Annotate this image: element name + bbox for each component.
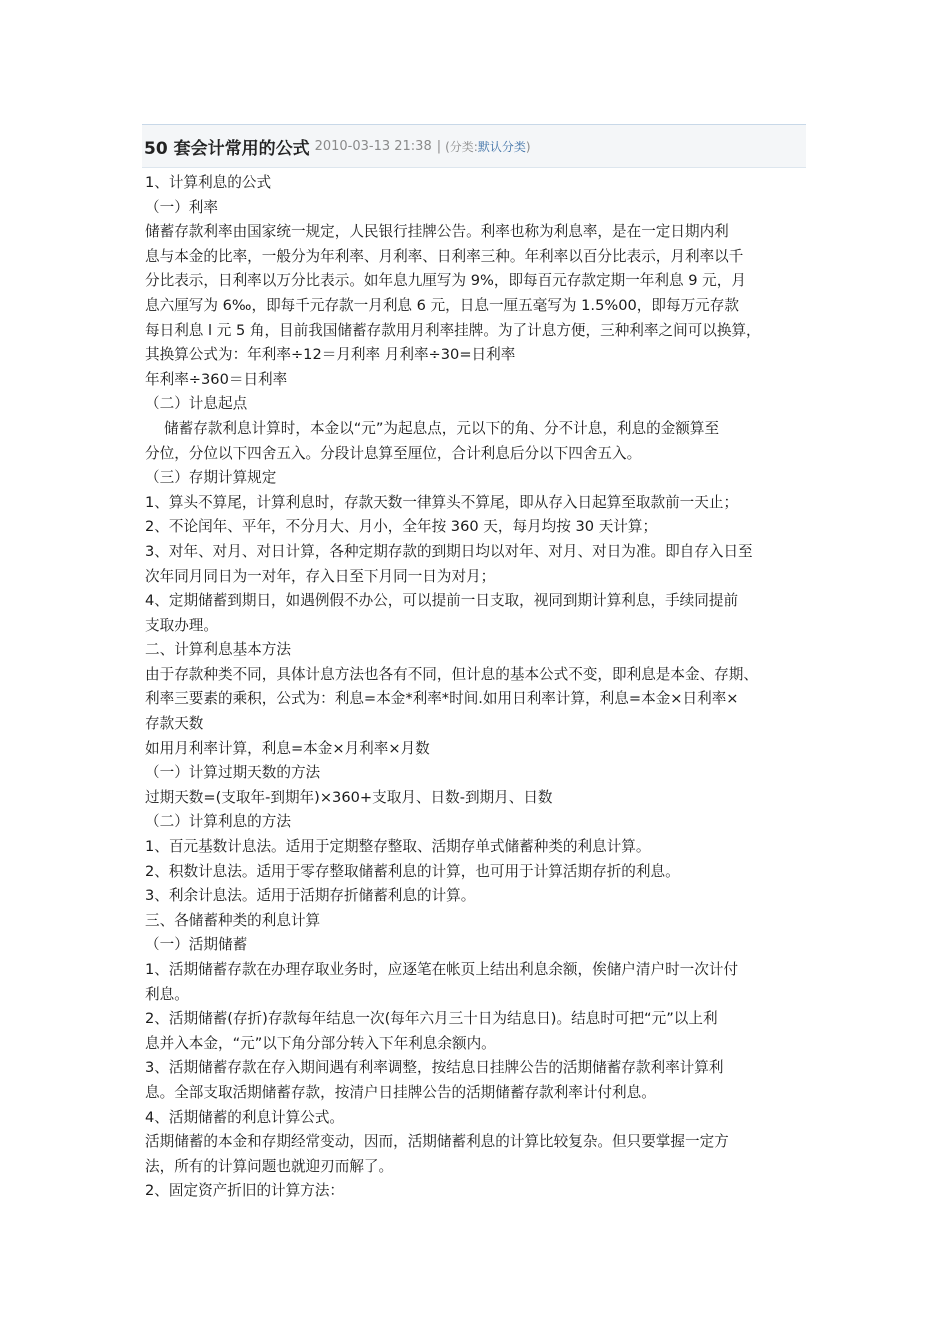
text-line: 息并入本金，“元”以下角分部分转入下年利息余额内。: [145, 1034, 496, 1052]
post-header: [142, 124, 806, 168]
category-link[interactable]: 默认分类: [477, 139, 526, 154]
header-separator: |: [436, 138, 442, 154]
text-line: 3、活期储蓄存款在存入期间遇有利率调整，按结息日挂牌公告的活期储蓄存款利率计算利: [145, 1059, 724, 1077]
text-line: 4、活期储蓄的利息计算公式。: [145, 1108, 345, 1126]
text-line: 1、活期储蓄存款在办理存取业务时，应逐笔在帐页上结出利息余额，俟储户清户时一次计付: [145, 961, 739, 978]
category-suffix: ): [525, 139, 531, 154]
text-line: （一）活期储蓄: [145, 936, 248, 954]
text-line: 年利率÷360＝日利率: [145, 370, 288, 388]
text-line: 3、对年、对月、对日计算，各种定期存款的到期日均以对年、对月、对日为准。即自存入日至: [145, 542, 753, 560]
text-line: 息。全部支取活期储蓄存款，按清户日挂牌公告的活期储蓄存款利率计付利息。: [145, 1083, 656, 1101]
text-line: 每日利息 l 元 5 角，目前我国储蓄存款用月利率挂牌。为了计息方便，三种利率之间可以换算，: [145, 321, 761, 339]
text-line: 2、固定资产折旧的计算方法：: [145, 1182, 345, 1200]
text-line: 三、各储蓄种类的利息计算: [145, 911, 321, 929]
text-line: （二）计息起点: [145, 395, 248, 413]
text-line: 法，所有的计算问题也就迎刃而解了。: [145, 1157, 394, 1175]
text-line: 活期储蓄的本金和存期经常变动，因而，活期储蓄利息的计算比较复杂。但只要掌握一定方: [145, 1133, 729, 1151]
text-line: 过期天数=(支取年-到期年)×360+支取月、日数-到期月、日数: [145, 788, 553, 806]
text-line: 1、算头不算尾，计算利息时，存款天数一律算头不算尾，即从存入日起算至取款前一天止；: [145, 493, 739, 511]
text-line: 息与本金的比率，一般分为年利率、月利率、日利率三种。年利率以百分比表示，月利率以千: [145, 247, 744, 265]
text-line: （一）利率: [145, 198, 218, 216]
text-line: 二、计算利息基本方法: [145, 641, 291, 659]
text-line: （三）存期计算规定: [145, 469, 277, 487]
text-line: 利息。: [145, 985, 189, 1003]
text-line: 如用月利率计算，利息=本金×月利率×月数: [145, 739, 430, 757]
post-date: 2010-03-13 21:38: [314, 138, 432, 154]
text-line: 2、积数计息法。适用于零存整取储蓄利息的计算，也可用于计算活期存折的利息。: [145, 862, 680, 880]
text-line: 其换算公式为：年利率÷12＝月利率 月利率÷30=日利率: [145, 346, 516, 364]
text-line: 储蓄存款利率由国家统一规定，人民银行挂牌公告。利率也称为利息率，是在一定日期内利: [145, 223, 729, 241]
text-line: 支取办理。: [145, 616, 218, 634]
post-title: 50 套会计常用的公式: [144, 138, 310, 159]
text-line: （一）计算过期天数的方法: [145, 764, 321, 782]
text-line: 分比表示，日利率以万分比表示。如年息九厘写为 9%，即每百元存款定期一年利息 9 元，月: [145, 272, 746, 290]
text-line: 4、定期储蓄到期日，如遇例假不办公，可以提前一日支取，视同到期计算利息，手续同提前: [145, 592, 739, 610]
text-line: 分位，分位以下四舍五入。分段计息算至厘位，合计利息后分以下四舍五入。: [145, 444, 642, 462]
text-line: 2、活期储蓄(存折)存款每年结息一次(每年六月三十日为结息日)。结息时可把“元”以上利: [145, 1010, 718, 1028]
text-line: 存款天数: [145, 715, 204, 733]
text-line: 息六厘写为 6‰，即每千元存款一月利息 6 元，日息一厘五毫写为 1.5%00，即每万元存款: [145, 296, 739, 314]
text-line: 次年同月同日为一对年，存入日至下月同一日为对月；: [145, 567, 496, 585]
text-line: 储蓄存款利息计算时，本金以“元”为起息点，元以下的角、分不计息，利息的金额算至: [164, 419, 720, 437]
text-line: 3、利余计息法。适用于活期存折储蓄利息的计算。: [145, 887, 476, 905]
text-line: 1、计算利息的公式: [145, 174, 272, 191]
text-line: 由于存款种类不同，具体计息方法也各有不同，但计息的基本公式不变，即利息是本金、存期、: [145, 665, 758, 683]
article-body: [145, 171, 815, 1204]
text-line: 利率三要素的乘积，公式为：利息=本金*利率*时间.如用日利率计算，利息=本金×日利率×: [145, 690, 739, 708]
text-line: 1、百元基数计息法。适用于定期整存整取、活期存单式储蓄种类的利息计算。: [145, 838, 651, 856]
category-prefix: (分类:: [445, 139, 478, 154]
text-line: （二）计算利息的方法: [145, 813, 291, 831]
text-line: 2、不论闰年、平年，不分月大、月小，全年按 360 天，每月均按 30 天计算；: [145, 518, 658, 536]
post-category: [445, 138, 530, 155]
